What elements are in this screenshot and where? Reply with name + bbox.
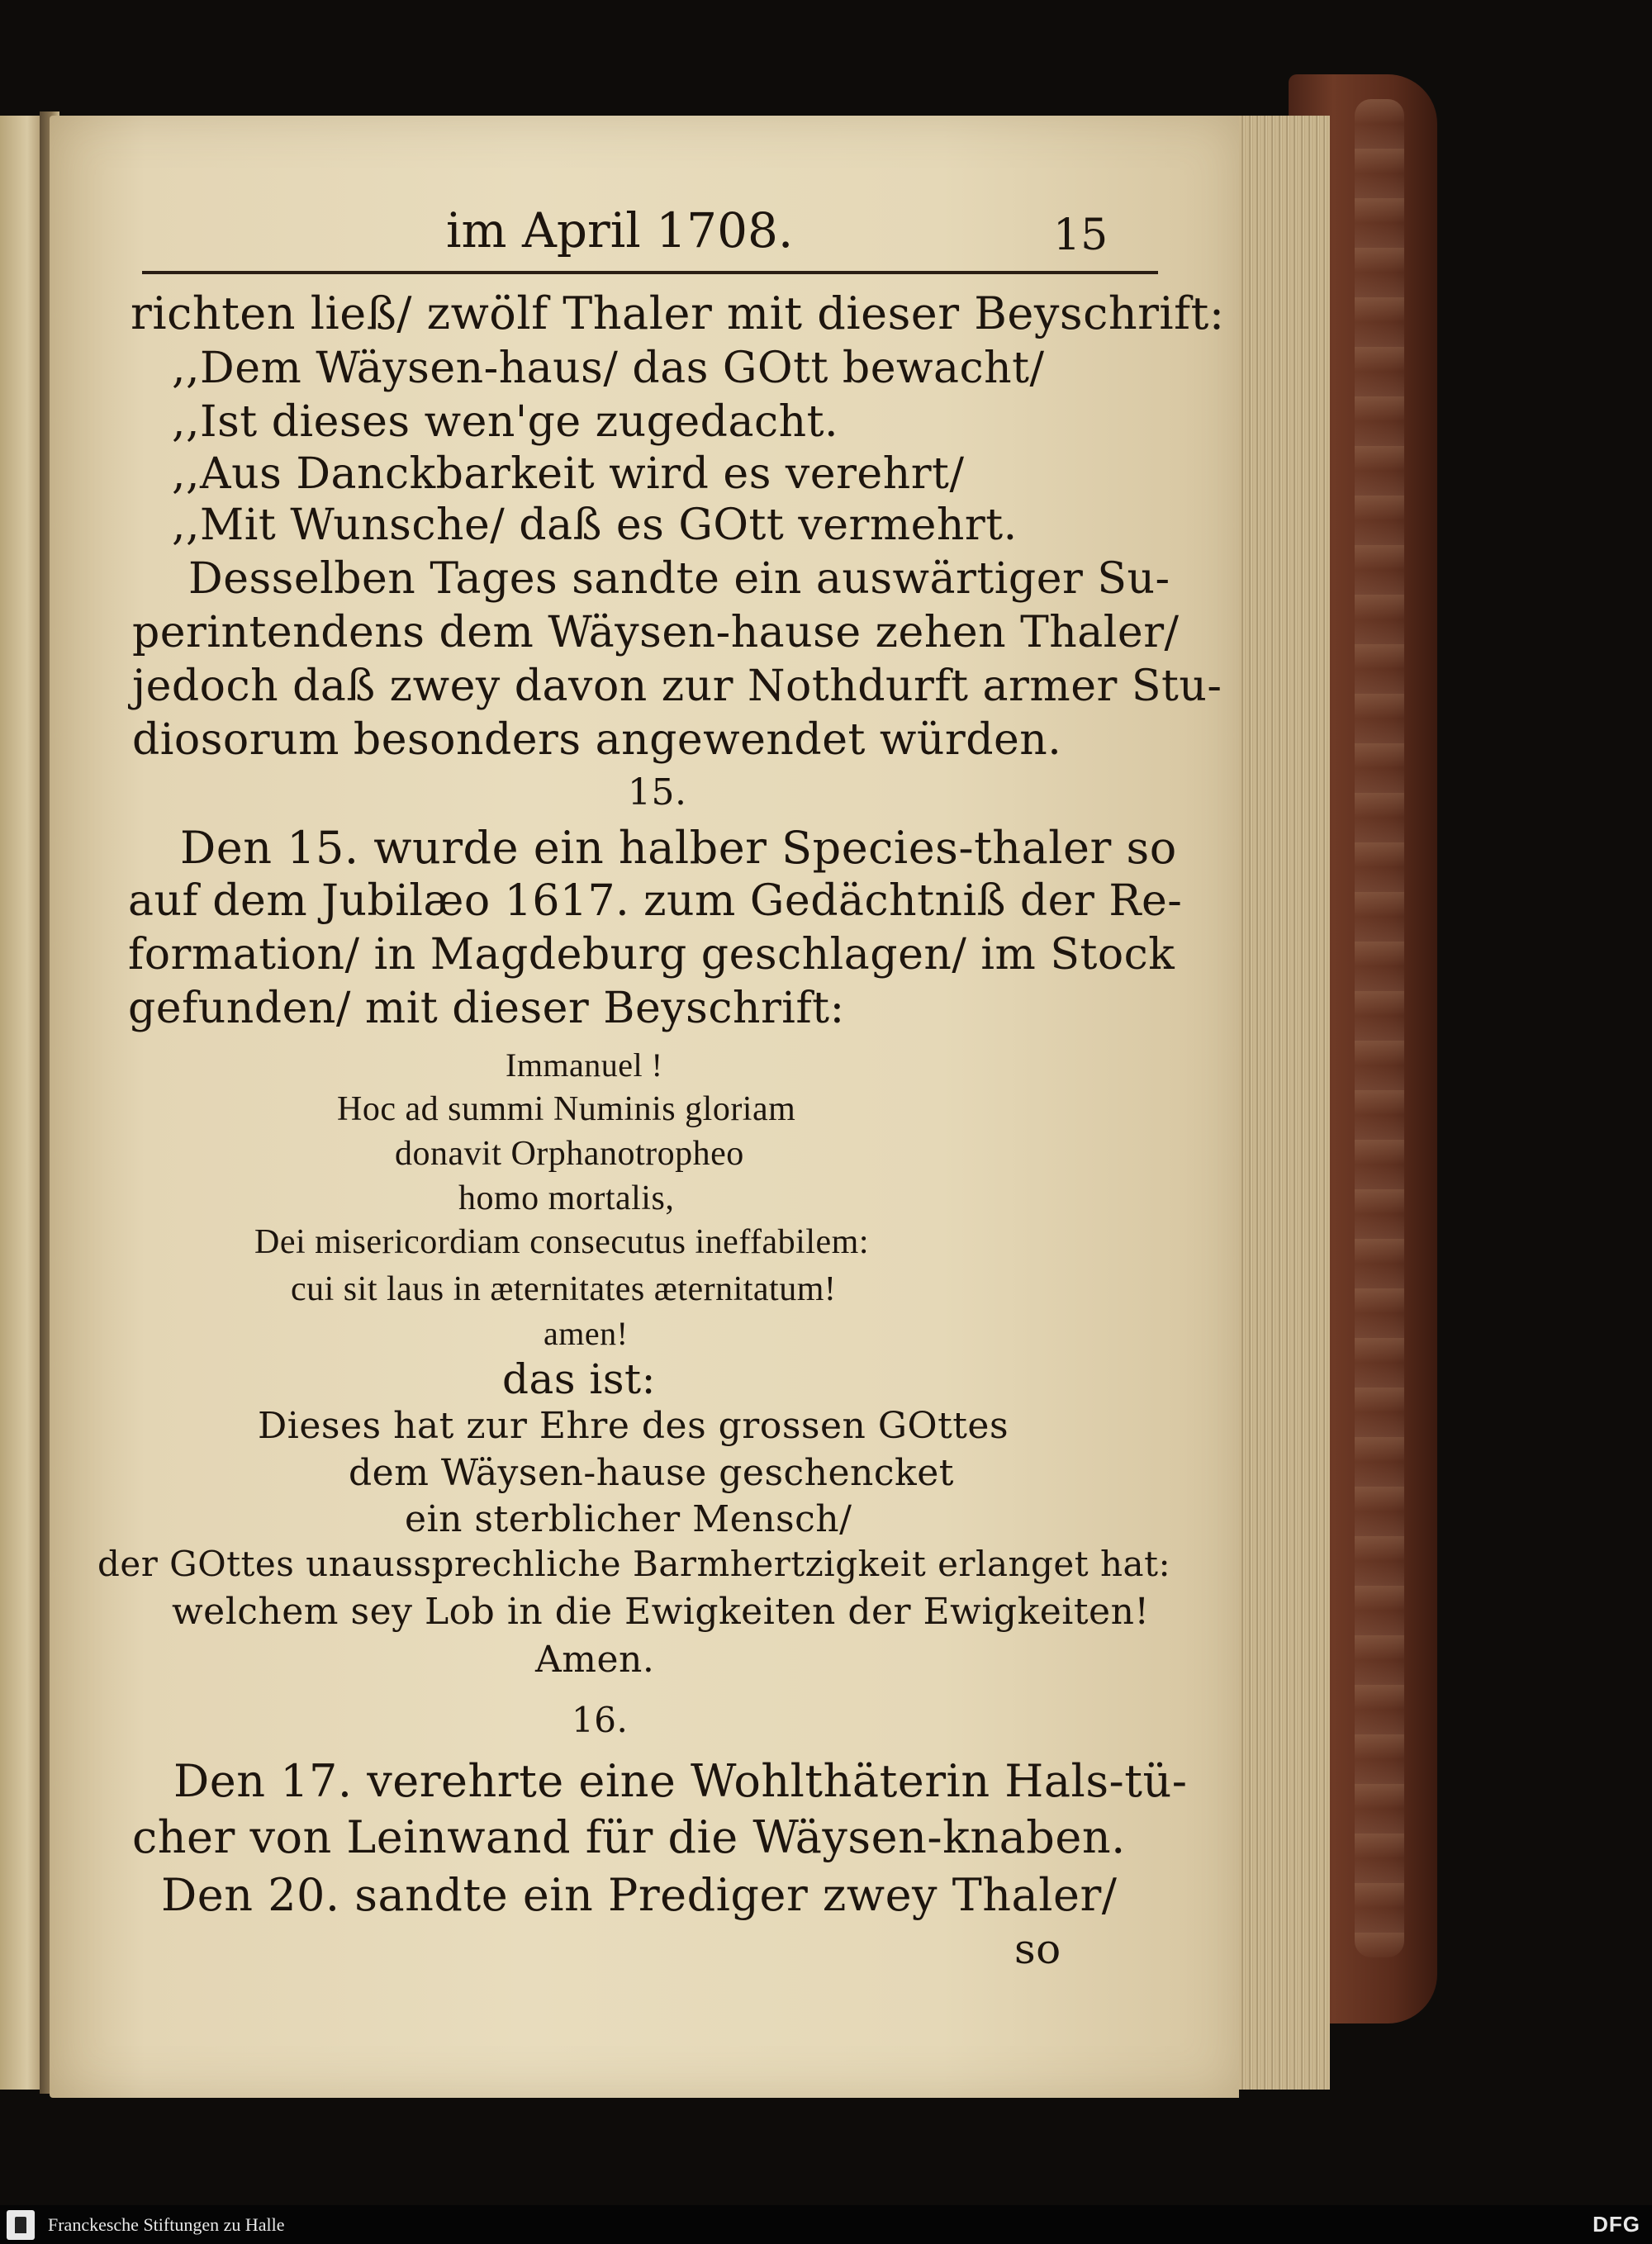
running-head: im April 1708. bbox=[446, 202, 794, 259]
cover-wear-texture bbox=[1355, 99, 1404, 1957]
right-page bbox=[50, 116, 1239, 2098]
body-line: ,,Aus Danckbarkeit wird es verehrt/ bbox=[172, 449, 965, 499]
translation-line: welchem sey Lob in die Ewigkeiten der Ewigkeiten! bbox=[172, 1591, 1150, 1633]
body-line: auf dem Jubilæo 1617. zum Gedächtniß der Re- bbox=[128, 876, 1183, 926]
body-line: gefunden/ mit dieser Beyschrift: bbox=[128, 984, 845, 1033]
body-line: Den 20. sandte ein Prediger zwey Thaler/ bbox=[161, 1869, 1118, 1921]
body-line: jedoch daß zwey davon zur Nothdurft armer Stu- bbox=[132, 662, 1222, 711]
latin-line: homo mortalis, bbox=[458, 1179, 675, 1217]
section-number: 15. bbox=[628, 771, 687, 814]
body-line: richten ließ/ zwölf Thaler mit dieser Beyschrift: bbox=[131, 287, 1225, 339]
body-line: Den 17. verehrte eine Wohlthäterin Hals-tü- bbox=[173, 1755, 1188, 1807]
catchword: so bbox=[1014, 1925, 1061, 1973]
translation-line: ein sterblicher Mensch/ bbox=[405, 1498, 852, 1540]
body-line: cher von Leinwand für die Wäysen-knaben. bbox=[132, 1811, 1126, 1863]
header-rule bbox=[142, 271, 1158, 274]
translation-line: Dieses hat zur Ehre des grossen GOttes bbox=[258, 1405, 1009, 1447]
translation-heading: das ist: bbox=[502, 1355, 656, 1403]
body-line: perintendens dem Wäysen-hause zehen Thaler/ bbox=[132, 608, 1180, 657]
latin-line: amen! bbox=[544, 1315, 629, 1352]
latin-line: cui sit laus in æternitates æternitatum! bbox=[291, 1270, 837, 1308]
latin-line: donavit Orphanotropheo bbox=[395, 1135, 744, 1173]
dfg-logo: DFG bbox=[1593, 2212, 1640, 2237]
translation-line: dem Wäysen-hause geschencket bbox=[349, 1452, 954, 1494]
page-stack-edges bbox=[1231, 116, 1330, 2090]
body-line: ,,Mit Wunsche/ daß es GOtt vermehrt. bbox=[172, 501, 1018, 550]
body-line: Desselben Tages sandte ein auswärtiger Su- bbox=[188, 554, 1170, 604]
body-line: Den 15. wurde ein halber Species-thaler so bbox=[180, 822, 1177, 874]
viewer-footer bbox=[0, 2205, 1652, 2244]
institution-logo-icon bbox=[7, 2210, 35, 2240]
latin-line: Hoc ad summi Numinis gloriam bbox=[337, 1090, 796, 1128]
latin-line: Immanuel ! bbox=[506, 1046, 663, 1084]
page-text bbox=[50, 116, 1239, 2098]
body-line: ,,Dem Wäysen-haus/ das GOtt bewacht/ bbox=[172, 344, 1045, 393]
section-number: 16. bbox=[572, 1700, 629, 1740]
page-number: 15 bbox=[1053, 211, 1108, 260]
body-line: formation/ in Magdeburg geschlagen/ im Stock bbox=[128, 930, 1175, 980]
body-line: diosorum besonders angewendet würden. bbox=[132, 715, 1062, 765]
institution-name: Franckesche Stiftungen zu Halle bbox=[48, 2214, 285, 2235]
translation-line: Amen. bbox=[535, 1639, 655, 1681]
latin-line: Dei misericordiam consecutus ineffabilem: bbox=[254, 1223, 869, 1261]
left-page-edge bbox=[0, 116, 45, 2090]
translation-line: der GOttes unaussprechliche Barmhertzigkeit erlanget hat: bbox=[97, 1544, 1171, 1584]
body-line: ,,Ist dieses wen'ge zugedacht. bbox=[172, 397, 839, 447]
